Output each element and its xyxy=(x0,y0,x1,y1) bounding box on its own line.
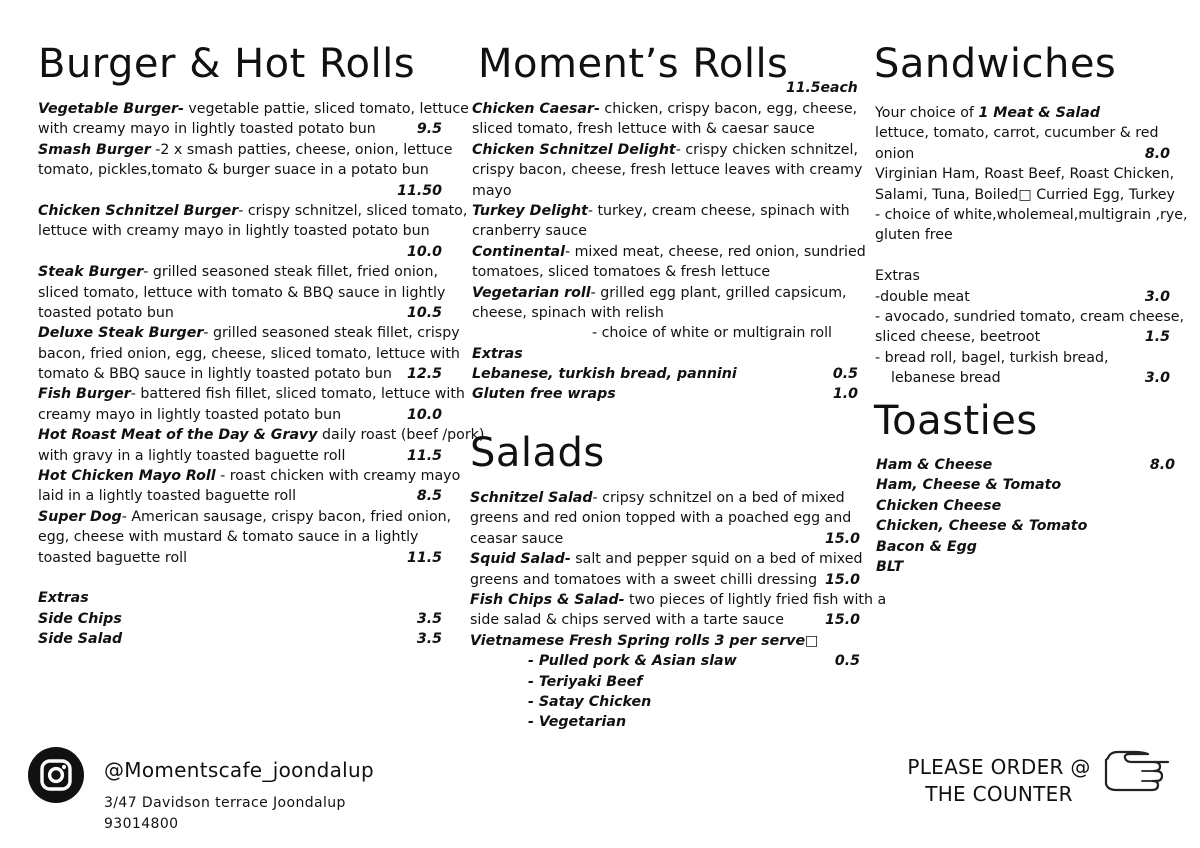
menu-line xyxy=(470,529,860,549)
item-name: - Teriyaki Beef xyxy=(528,673,643,690)
item-name: 1 Meat & Salad xyxy=(978,105,1100,121)
item-description: - mixed meat, cheese, red onion, sundried xyxy=(564,243,866,260)
menu-line xyxy=(875,368,1170,388)
menu-line xyxy=(472,303,858,323)
item-description: ceasar sauce xyxy=(470,530,564,547)
menu-line xyxy=(38,303,442,323)
item-description: greens and red onion topped with a poached egg and xyxy=(470,510,852,527)
item-name: Smash Burger xyxy=(38,141,151,158)
item-description: egg, cheese with mustard & tomato sauce in a lightly xyxy=(38,529,419,546)
sandwiches-heading: Sandwiches xyxy=(874,41,1117,87)
menu-line xyxy=(875,144,1170,164)
cafe-address: 3/47 Davidson terrace Joondalup xyxy=(104,795,346,811)
item-description: - turkey, cream cheese, spinach with xyxy=(587,202,850,219)
menu-line xyxy=(876,455,1175,475)
menu-line xyxy=(876,516,1175,536)
item-description: laid in a lightly toasted baguette roll xyxy=(38,488,297,505)
item-name: Fish Burger xyxy=(38,386,131,403)
toasties-list xyxy=(876,455,1175,577)
menu-line xyxy=(38,507,452,527)
item-description: lettuce, tomato, carrot, cucumber & red xyxy=(875,125,1159,142)
menu-line xyxy=(470,631,860,651)
salads-list xyxy=(470,488,887,733)
item-description: - battered fish fillet, sliced tomato, lettuce with xyxy=(130,386,465,403)
item-name: Extras xyxy=(472,345,523,362)
menu-line xyxy=(38,466,461,486)
salads-heading: Salads xyxy=(470,430,605,476)
item-description: - bread roll, bagel, turkish bread, xyxy=(875,349,1109,366)
menu-line xyxy=(470,570,860,590)
menu-line xyxy=(876,557,1175,577)
item-name: Chicken Caesar- xyxy=(472,101,600,117)
item-name: Deluxe Steak Burger xyxy=(38,325,204,342)
burger-list xyxy=(38,99,485,650)
menu-line xyxy=(38,201,468,221)
item-description: Salami, Tuna, Boiled□ Curried Egg, Turkey xyxy=(875,186,1175,203)
menu-line xyxy=(470,488,860,508)
item-description: side salad & chips served with a tarte sauce xyxy=(470,612,784,629)
item-price: 12.5 xyxy=(406,366,442,383)
item-name: Gluten free wraps xyxy=(472,386,616,403)
item-description: - grilled egg plant, grilled capsicum, xyxy=(590,284,847,301)
item-description: greens and tomatoes with a sweet chilli dressing xyxy=(470,571,818,588)
item-description: cranberry sauce xyxy=(472,223,587,240)
item-price: 10.5 xyxy=(406,304,442,321)
menu-line xyxy=(38,364,442,384)
item-description: with gravy in a lightly toasted baguette roll xyxy=(38,447,346,464)
item-description: salt and pepper squid on a bed of mixed xyxy=(570,551,863,568)
menu-line xyxy=(876,475,1175,495)
menu-line xyxy=(875,348,1170,368)
menu-line xyxy=(38,221,442,241)
item-price: 1.0 xyxy=(832,386,858,403)
item-name: Lebanese, turkish bread, pannini xyxy=(472,366,737,383)
item-description: Your choice of xyxy=(875,105,979,121)
menu-line xyxy=(875,185,1175,205)
menu-line xyxy=(470,508,860,528)
menu-line xyxy=(875,103,1170,123)
item-description: - grilled seasoned steak fillet, fried onion, xyxy=(143,264,438,281)
item-price: 0.5 xyxy=(832,366,858,383)
menu-line xyxy=(470,672,860,692)
item-description: mayo xyxy=(472,182,512,199)
item-price: 11.50 xyxy=(397,182,442,199)
rolls-each-price: 11.5each xyxy=(786,80,858,96)
item-description: with creamy mayo in lightly toasted potato bun xyxy=(38,121,376,138)
item-description: toasted baguette roll xyxy=(38,549,188,566)
item-name: Chicken Schnitzel Delight xyxy=(472,141,676,158)
item-description: sliced tomato, lettuce with tomato & BBQ sauce in lightly xyxy=(38,284,446,301)
item-name: Ham, Cheese & Tomato xyxy=(876,477,1062,494)
menu-line xyxy=(38,527,442,547)
menu-line xyxy=(38,283,446,303)
sandwiches-list xyxy=(875,103,1188,388)
item-name: Side Salad xyxy=(38,631,123,648)
item-name: Squid Salad- xyxy=(470,551,571,568)
item-name: Fish Chips & Salad- xyxy=(470,591,625,608)
menu-line xyxy=(876,496,1175,516)
item-description: daily roast (beef /pork) xyxy=(317,427,485,444)
item-name: Side Chips xyxy=(38,610,122,627)
menu-line xyxy=(875,246,1170,266)
menu-line xyxy=(472,344,858,364)
menu-line xyxy=(875,164,1175,184)
pointing-hand-icon xyxy=(1098,738,1182,808)
item-price: 15.0 xyxy=(824,571,860,588)
item-name: Hot Roast Meat of the Day & Gravy xyxy=(38,427,318,444)
menu-line xyxy=(38,160,442,180)
menu-line xyxy=(38,384,465,404)
menu-line xyxy=(875,205,1188,225)
item-name: - Satay Chicken xyxy=(528,693,652,710)
cafe-phone: 93014800 xyxy=(104,816,179,832)
item-description: gluten free xyxy=(875,227,953,244)
item-description: vegetable pattie, sliced tomato, lettuce xyxy=(183,101,469,117)
item-description: - American sausage, crispy bacon, fried onion, xyxy=(121,508,452,525)
menu-line xyxy=(470,610,860,630)
item-price: 1.5 xyxy=(1144,329,1170,346)
item-name: Chicken Schnitzel Burger xyxy=(38,202,239,219)
item-price: 15.0 xyxy=(824,612,860,629)
item-name: Schnitzel Salad xyxy=(470,490,593,506)
menu-line xyxy=(472,160,863,180)
item-description: -2 x smash patties, cheese, onion, lettuce xyxy=(150,141,453,158)
item-price: 10.0 xyxy=(406,243,442,260)
menu-line xyxy=(472,201,858,221)
menu-line xyxy=(472,364,858,384)
item-description: lettuce with creamy mayo in lightly toasted potato bun xyxy=(38,223,430,240)
menu-line xyxy=(38,568,442,588)
item-description: - grilled seasoned steak fillet, crispy xyxy=(203,325,460,342)
item-description: cheese, spinach with relish xyxy=(472,304,664,321)
menu-line xyxy=(472,221,858,241)
order-notice-line2: THE COUNTER xyxy=(925,782,1073,806)
menu-line xyxy=(472,119,858,139)
instagram-handle[interactable]: @Momentscafe_joondalup xyxy=(104,758,374,782)
rolls-heading: Moment’s Rolls xyxy=(478,41,789,87)
item-description: - choice of white,wholemeal,multigrain ,rye, xyxy=(875,206,1188,223)
item-name: Steak Burger xyxy=(38,264,144,281)
item-name: Vietnamese Fresh Spring rolls 3 per serve□ xyxy=(470,632,819,649)
menu-line xyxy=(38,181,442,201)
item-name: Vegetable Burger- xyxy=(38,101,184,117)
item-price: 10.0 xyxy=(406,406,442,423)
item-name: Chicken Cheese xyxy=(876,497,1002,514)
item-name: Chicken, Cheese & Tomato xyxy=(876,518,1088,535)
item-description: - cripsy schnitzel on a bed of mixed xyxy=(592,490,845,506)
item-name: Vegetarian roll xyxy=(472,284,591,301)
menu-line xyxy=(38,548,442,568)
item-price: 3.5 xyxy=(416,610,442,627)
item-description: - roast chicken with creamy mayo xyxy=(215,468,461,485)
menu-line xyxy=(38,242,442,262)
item-description: bacon, fried onion, egg, cheese, sliced tomato, lettuce with xyxy=(38,345,460,362)
menu-line xyxy=(470,692,860,712)
menu-line xyxy=(875,123,1170,143)
item-name: Bacon & Egg xyxy=(876,538,977,555)
toasties-heading: Toasties xyxy=(874,398,1038,444)
menu-line xyxy=(38,405,442,425)
order-notice xyxy=(898,754,1100,808)
menu-line xyxy=(875,307,1184,327)
item-price: 3.0 xyxy=(1144,370,1170,387)
item-description: crispy bacon, cheese, fresh lettuce leaves with creamy xyxy=(472,162,863,179)
menu-line xyxy=(875,327,1170,347)
menu-line xyxy=(470,549,863,569)
menu-line xyxy=(472,140,858,160)
item-description: tomato, pickles,tomato & burger suace in a potato bun xyxy=(38,162,429,179)
item-description: sliced cheese, beetroot xyxy=(875,329,1041,346)
item-price: 8.5 xyxy=(416,488,442,505)
instagram-icon[interactable] xyxy=(28,747,84,803)
item-description: - crispy schnitzel, sliced tomato, xyxy=(238,202,468,219)
menu-line xyxy=(472,262,858,282)
item-price: 11.5 xyxy=(406,447,442,464)
item-name: Hot Chicken Mayo Roll xyxy=(38,468,216,485)
menu-line xyxy=(875,266,1170,286)
item-description: tomato & BBQ sauce in lightly toasted potato bun xyxy=(38,366,392,383)
item-price: 0.5 xyxy=(834,653,860,670)
menu-line xyxy=(38,486,442,506)
menu-line xyxy=(472,384,858,404)
menu-line xyxy=(472,242,866,262)
menu-line xyxy=(38,344,460,364)
menu-line xyxy=(876,537,1175,557)
menu-line xyxy=(470,651,860,671)
menu-line xyxy=(38,629,442,649)
order-notice-line1: PLEASE ORDER @ xyxy=(907,755,1091,779)
item-description: - choice of white or multigrain roll xyxy=(592,325,832,342)
item-name: Extras xyxy=(38,590,89,607)
item-description: two pieces of lightly fried fish with a xyxy=(624,591,887,608)
item-price: 3.0 xyxy=(1144,288,1170,305)
item-description: - avocado, sundried tomato, cream cheese, xyxy=(875,308,1184,325)
item-description: chicken, crispy bacon, egg, cheese, xyxy=(599,101,858,117)
menu-line xyxy=(470,590,887,610)
item-name: Continental xyxy=(472,243,565,260)
item-description: -double meat xyxy=(875,288,970,305)
item-price: 3.5 xyxy=(416,631,442,648)
cafe-contact xyxy=(104,793,346,835)
item-name: Turkey Delight xyxy=(472,202,588,219)
item-price: 8.0 xyxy=(1144,145,1170,162)
item-name: Super Dog xyxy=(38,508,122,525)
item-price: 9.5 xyxy=(416,121,442,138)
item-description: Extras xyxy=(875,268,920,285)
item-description: creamy mayo in lightly toasted potato bun xyxy=(38,406,342,423)
menu-line xyxy=(38,446,442,466)
burger-heading: Burger & Hot Rolls xyxy=(38,41,416,87)
item-description: - crispy chicken schnitzel, xyxy=(675,141,858,158)
menu-line xyxy=(38,140,453,160)
item-description: tomatoes, sliced tomatoes & fresh lettuce xyxy=(472,264,771,281)
item-description: Virginian Ham, Roast Beef, Roast Chicken, xyxy=(875,166,1175,183)
menu-line xyxy=(472,99,858,119)
menu-line xyxy=(472,283,858,303)
item-name: - Pulled pork & Asian slaw xyxy=(528,653,737,670)
rolls-list xyxy=(472,99,866,405)
menu-line xyxy=(875,225,1170,245)
menu-line xyxy=(38,262,442,282)
item-price: 8.0 xyxy=(1149,457,1175,473)
item-description: lebanese bread xyxy=(891,370,1001,387)
menu-line xyxy=(38,323,460,343)
menu-line xyxy=(472,181,858,201)
menu-line xyxy=(38,588,442,608)
menu-line xyxy=(38,119,442,139)
item-price: 11.5 xyxy=(406,549,442,566)
menu-line xyxy=(38,99,469,119)
menu-line xyxy=(470,712,860,732)
item-description: sliced tomato, fresh lettuce with & caesar sauce xyxy=(472,121,815,138)
menu-line xyxy=(38,609,442,629)
item-name: Ham & Cheese xyxy=(876,457,993,473)
item-name: - Vegetarian xyxy=(528,714,627,731)
menu-line xyxy=(38,425,485,445)
item-price: 15.0 xyxy=(824,530,860,547)
item-description: toasted potato bun xyxy=(38,304,174,321)
item-name: BLT xyxy=(876,558,904,575)
item-description: onion xyxy=(875,145,915,162)
menu-line xyxy=(875,287,1170,307)
menu-line xyxy=(472,323,858,343)
